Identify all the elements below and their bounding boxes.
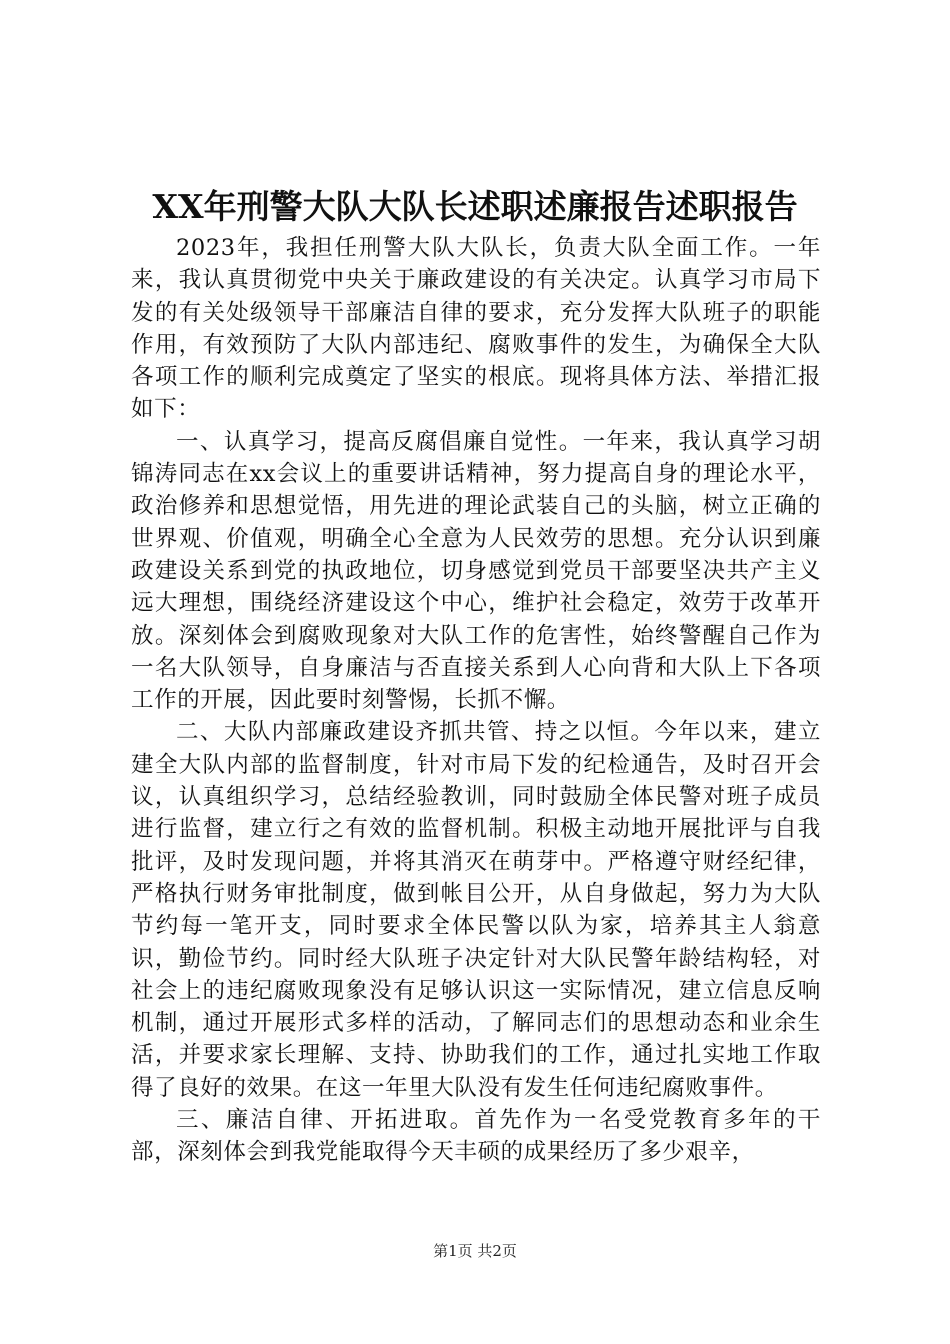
- paragraph-section-3: 三、廉洁自律、开拓进取。首先作为一名受党教育多年的干部，深刻体会到我党能取得今天丰硕的成果经历了多少艰辛，: [131, 1107, 821, 1166]
- paragraph-section-2: 二、大队内部廉政建设齐抓共管、持之以恒。今年以来，建立建全大队内部的监督制度，针对市局下发的纪检通告，及时召开会议，认真组织学习，总结经验教训，同时鼓励全体民警对班子成员进行监督，建立行之有效的监督机制。积极主动地开展批评与自我批评，及时发现问题，并将其消灭在萌芽中。严格遵守财经纪律，严格执行财务审批制度，做到帐目公开，从自身做起，努力为大队节约每一笔开支，同时要求全体民警以队为家，培养其主人翁意识，勤俭节约。同时经大队班子决定针对大队民警年龄结构轻，对社会上的违纪腐败现象没有足够认识这一实际情况，建立信息反响机制，通过开展形式多样的活动，了解同志们的思想动态和业余生活，并要求家长理解、支持、协助我们的工作，通过扎实地工作取得了良好的效果。在这一年里大队没有发生任何违纪腐败事件。: [131, 719, 821, 1101]
- paragraph-intro: 2023年，我担任刑警大队大队长，负责大队全面工作。一年来，我认真贯彻党中央关于廉政建设的有关决定。认真学习市局下发的有关处级领导干部廉洁自律的要求，充分发挥大队班子的职能作用，有效预防了大队内部违纪、腐败事件的发生，为确保全大队各项工作的顺利完成奠定了坚实的根底。现将具体方法、举措汇报如下：: [131, 235, 821, 423]
- document-body: [131, 232, 821, 1169]
- paragraph-section-1: 一、认真学习，提高反腐倡廉自觉性。一年来，我认真学习胡锦涛同志在xx会议上的重要讲话精神，努力提高自身的理论水平，政治修养和思想觉悟，用先进的理论武装自己的头脑，树立正确的世界观、价值观，明确全心全意为人民效劳的思想。充分认识到廉政建设关系到党的执政地位，切身感觉到党员干部要坚决共产主义远大理想，围绕经济建设这个中心，维护社会稳定，效劳于改革开放。深刻体会到腐败现象对大队工作的危害性，始终警醒自己作为一名大队领导，自身廉洁与否直接关系到人心向背和大队上下各项工作的开展，因此要时刻警惕，长抓不懈。: [131, 428, 821, 714]
- document-title: XX年刑警大队大队长述职述廉报告述职报告: [152, 187, 798, 226]
- page-number-footer: 第1页 共2页: [433, 1242, 517, 1260]
